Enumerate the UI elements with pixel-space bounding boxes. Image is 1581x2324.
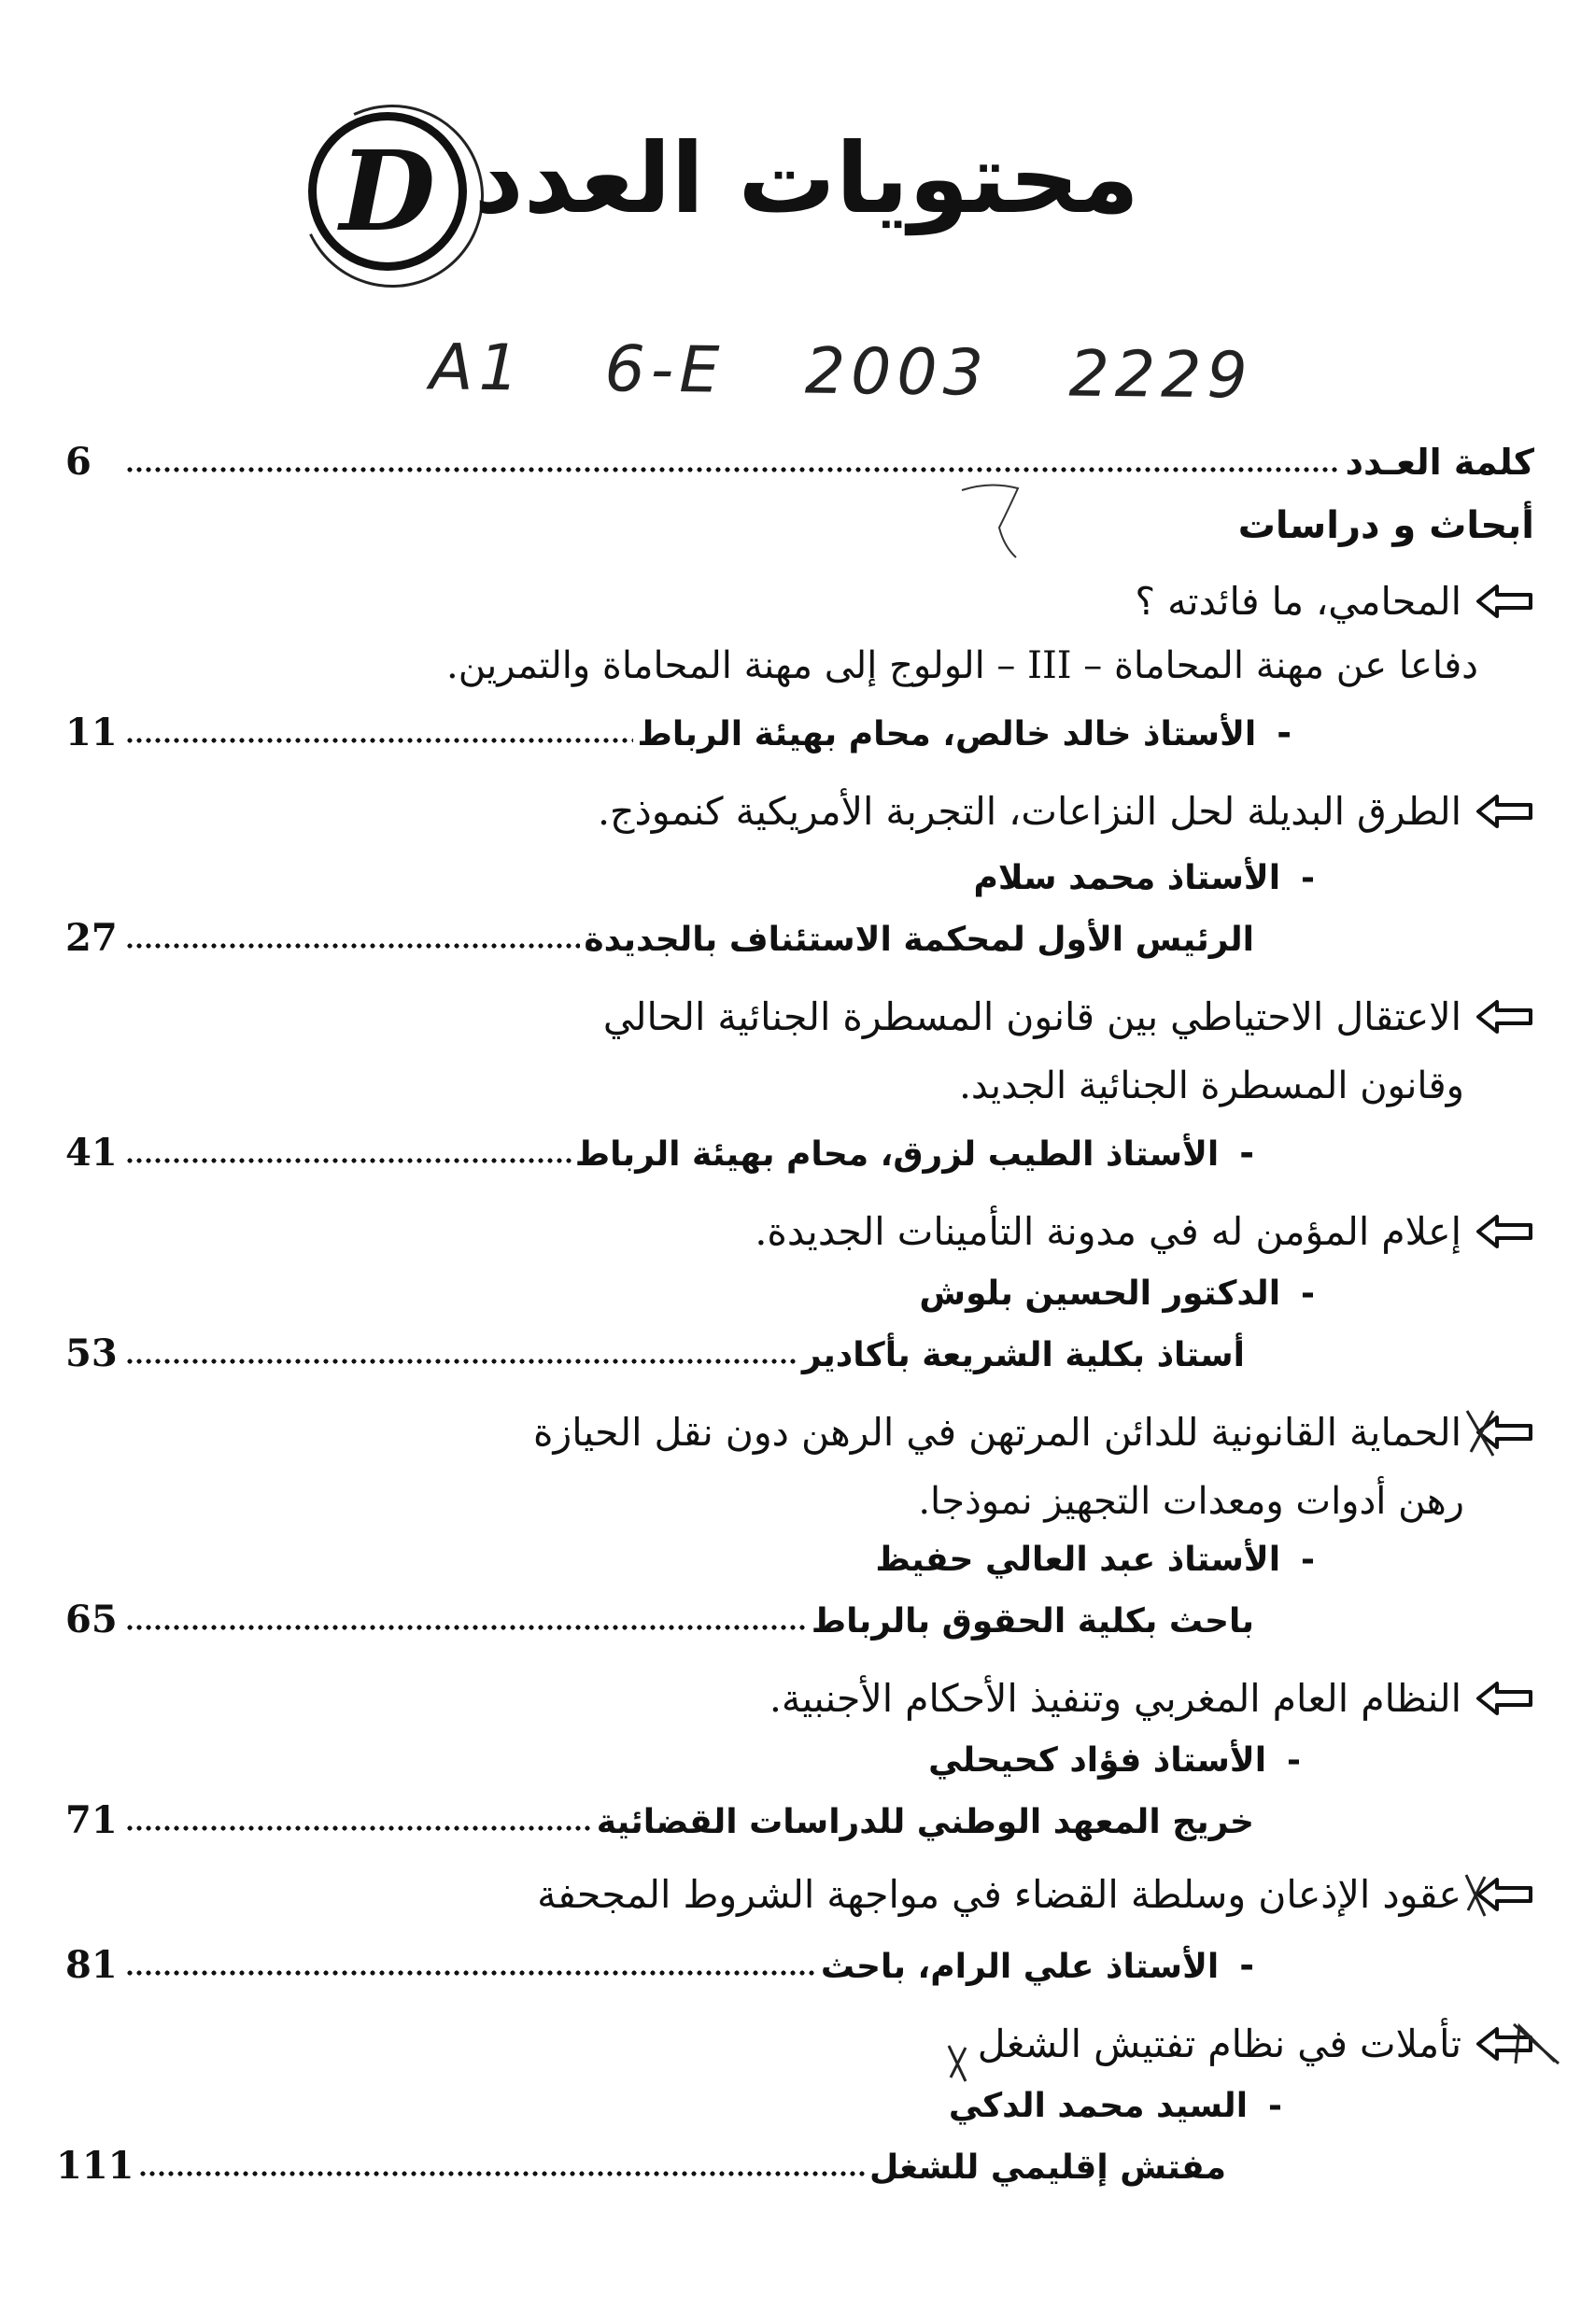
- entry-title: الطرق البديلة لحل النزاعات، التجربة الأمريكية كنموذج.: [598, 789, 1461, 834]
- toc-line-role[interactable]: [65, 1331, 1534, 1375]
- toc-entry-title[interactable]: [603, 994, 1534, 1039]
- page-number: 27: [65, 916, 118, 960]
- toc-line-role[interactable]: [65, 1597, 1534, 1641]
- dash: -: [1301, 1541, 1315, 1579]
- entry-author-line: [949, 2087, 1282, 2125]
- dot-leader: [125, 1130, 572, 1165]
- dot-leader: [125, 1331, 798, 1366]
- toc-line-role[interactable]: [65, 915, 1534, 960]
- toc-entry-title[interactable]: [769, 1676, 1534, 1721]
- entry-title: الاعتقال الاحتياطي بين قانون المسطرة الجنائية الحالي: [602, 994, 1461, 1039]
- entry-subtitle: دفاعا عن مهنة المحاماة – III – الولوج إلى مهنة المحاماة والتمرين.: [446, 644, 1478, 687]
- toc-line-author[interactable]: [65, 710, 1534, 754]
- entry-author: الدكتور الحسين بلوش: [919, 1275, 1281, 1313]
- entry-role: أستاذ بكلية الشريعة بأكادير: [801, 1336, 1245, 1374]
- page-title: محتويات العدد: [473, 121, 1139, 235]
- dash: -: [1301, 859, 1315, 897]
- entry-title: الحماية القانونية للدائن المرتهن في الرهن دون نقل الحيازة: [533, 1410, 1461, 1455]
- entry-author: السيد محمد الدكي: [948, 2087, 1249, 2125]
- dash: -: [1287, 1741, 1301, 1780]
- dash: -: [1277, 712, 1292, 754]
- toc-line-role[interactable]: [65, 1797, 1534, 1842]
- dash: -: [1301, 1275, 1315, 1313]
- entry-author: الأستاذ عبد العالي حفيظ: [875, 1541, 1281, 1579]
- toc-line-author[interactable]: [65, 1130, 1534, 1175]
- entry-author: الأستاذ علي الرام، باحث: [820, 1948, 1220, 1986]
- dash: -: [1239, 1945, 1254, 1986]
- entry-author-line: [875, 1541, 1315, 1579]
- handwritten-note: A1 6-E 2003 2229: [429, 331, 1254, 414]
- arrow-left-icon: [1476, 1681, 1534, 1716]
- toc-line-editorial[interactable]: [65, 439, 1534, 484]
- entry-role: باحث بكلية الحقوق بالرباط: [811, 1602, 1254, 1641]
- toc-entry-title[interactable]: [1135, 579, 1534, 624]
- page-number: 11: [65, 711, 118, 754]
- entry-author: الأستاذ محمد سلام: [973, 859, 1281, 897]
- toc-entry-title[interactable]: [978, 2021, 1534, 2066]
- dot-leader: [138, 2143, 866, 2178]
- toc-entry-title[interactable]: [533, 1410, 1534, 1455]
- entry-title: إعلام المؤمن له في مدونة التأمينات الجديدة.: [755, 1209, 1461, 1254]
- dash: -: [1239, 1133, 1254, 1174]
- arrow-left-icon: [1476, 1214, 1534, 1249]
- handwritten-mark-icon: [1508, 2017, 1564, 2073]
- page-number: 71: [65, 1798, 118, 1842]
- toc-entry-title[interactable]: [598, 789, 1534, 834]
- page-number: 65: [65, 1598, 118, 1641]
- toc-line-author[interactable]: [65, 1942, 1534, 1987]
- dot-leader: [125, 710, 633, 745]
- toc-entry-title[interactable]: [755, 1209, 1534, 1254]
- entry-author-line: [919, 1275, 1315, 1313]
- dot-leader: [125, 915, 580, 951]
- arrow-left-icon: [1476, 584, 1534, 619]
- arrow-left-icon: [1476, 794, 1534, 829]
- toc-line-role[interactable]: [56, 2143, 1534, 2188]
- dot-leader: [125, 1597, 808, 1632]
- page-number: 111: [56, 2144, 134, 2188]
- entry-role: خريج المعهد الوطني للدراسات القضائية: [596, 1803, 1254, 1841]
- entry-author-line: [973, 859, 1315, 897]
- dot-leader: [125, 439, 1341, 474]
- dot-leader: [125, 1797, 593, 1833]
- entry-role: الرئيس الأول لمحكمة الاستئناف بالجديدة: [584, 921, 1254, 959]
- page-number: 41: [65, 1131, 118, 1175]
- entry-author: الأستاذ خالد خالص، محام بهيئة الرباط: [637, 715, 1257, 754]
- toc-entry-title[interactable]: [537, 1872, 1534, 1917]
- entry-title: النظام العام المغربي وتنفيذ الأحكام الأجنبية.: [769, 1676, 1461, 1721]
- handwritten-mark-icon: [953, 472, 1037, 565]
- entry-role: مفتش إقليمي للشغل: [868, 2148, 1226, 2187]
- page-number: 81: [65, 1943, 118, 1987]
- entry-title: تأملات في نظام تفتيش الشغل: [977, 2021, 1461, 2066]
- entry-title-continued: رهن أدوات ومعدات التجهيز نموذجا.: [918, 1480, 1464, 1523]
- entry-title-continued: وقانون المسطرة الجنائية الجديد.: [959, 1064, 1464, 1107]
- logo-letter: D: [339, 126, 436, 256]
- handwritten-mark-icon: [1461, 1405, 1499, 1461]
- arrow-left-icon: [1476, 999, 1534, 1035]
- page-number: 6: [65, 440, 92, 484]
- dash: -: [1268, 2087, 1282, 2125]
- section-heading: أبحاث و دراسات: [1237, 504, 1534, 547]
- entry-title: عقود الإذعان وسلطة القضاء في مواجهة الشروط المجحفة: [537, 1872, 1461, 1917]
- entry-author: الأستاذ فؤاد كحيحلي: [928, 1741, 1267, 1780]
- handwritten-mark-icon: [943, 2040, 971, 2087]
- entry-author-line: [928, 1741, 1301, 1780]
- page-number: 53: [65, 1331, 118, 1375]
- entry-author: الأستاذ الطيب لزرق، محام بهيئة الرباط: [574, 1135, 1220, 1174]
- handwritten-mark-icon: [1457, 1867, 1494, 1923]
- entry-title: المحامي، ما فائدته ؟: [1135, 579, 1461, 624]
- dot-leader: [125, 1942, 817, 1978]
- editorial-title: كلمة العـدد: [1345, 442, 1534, 483]
